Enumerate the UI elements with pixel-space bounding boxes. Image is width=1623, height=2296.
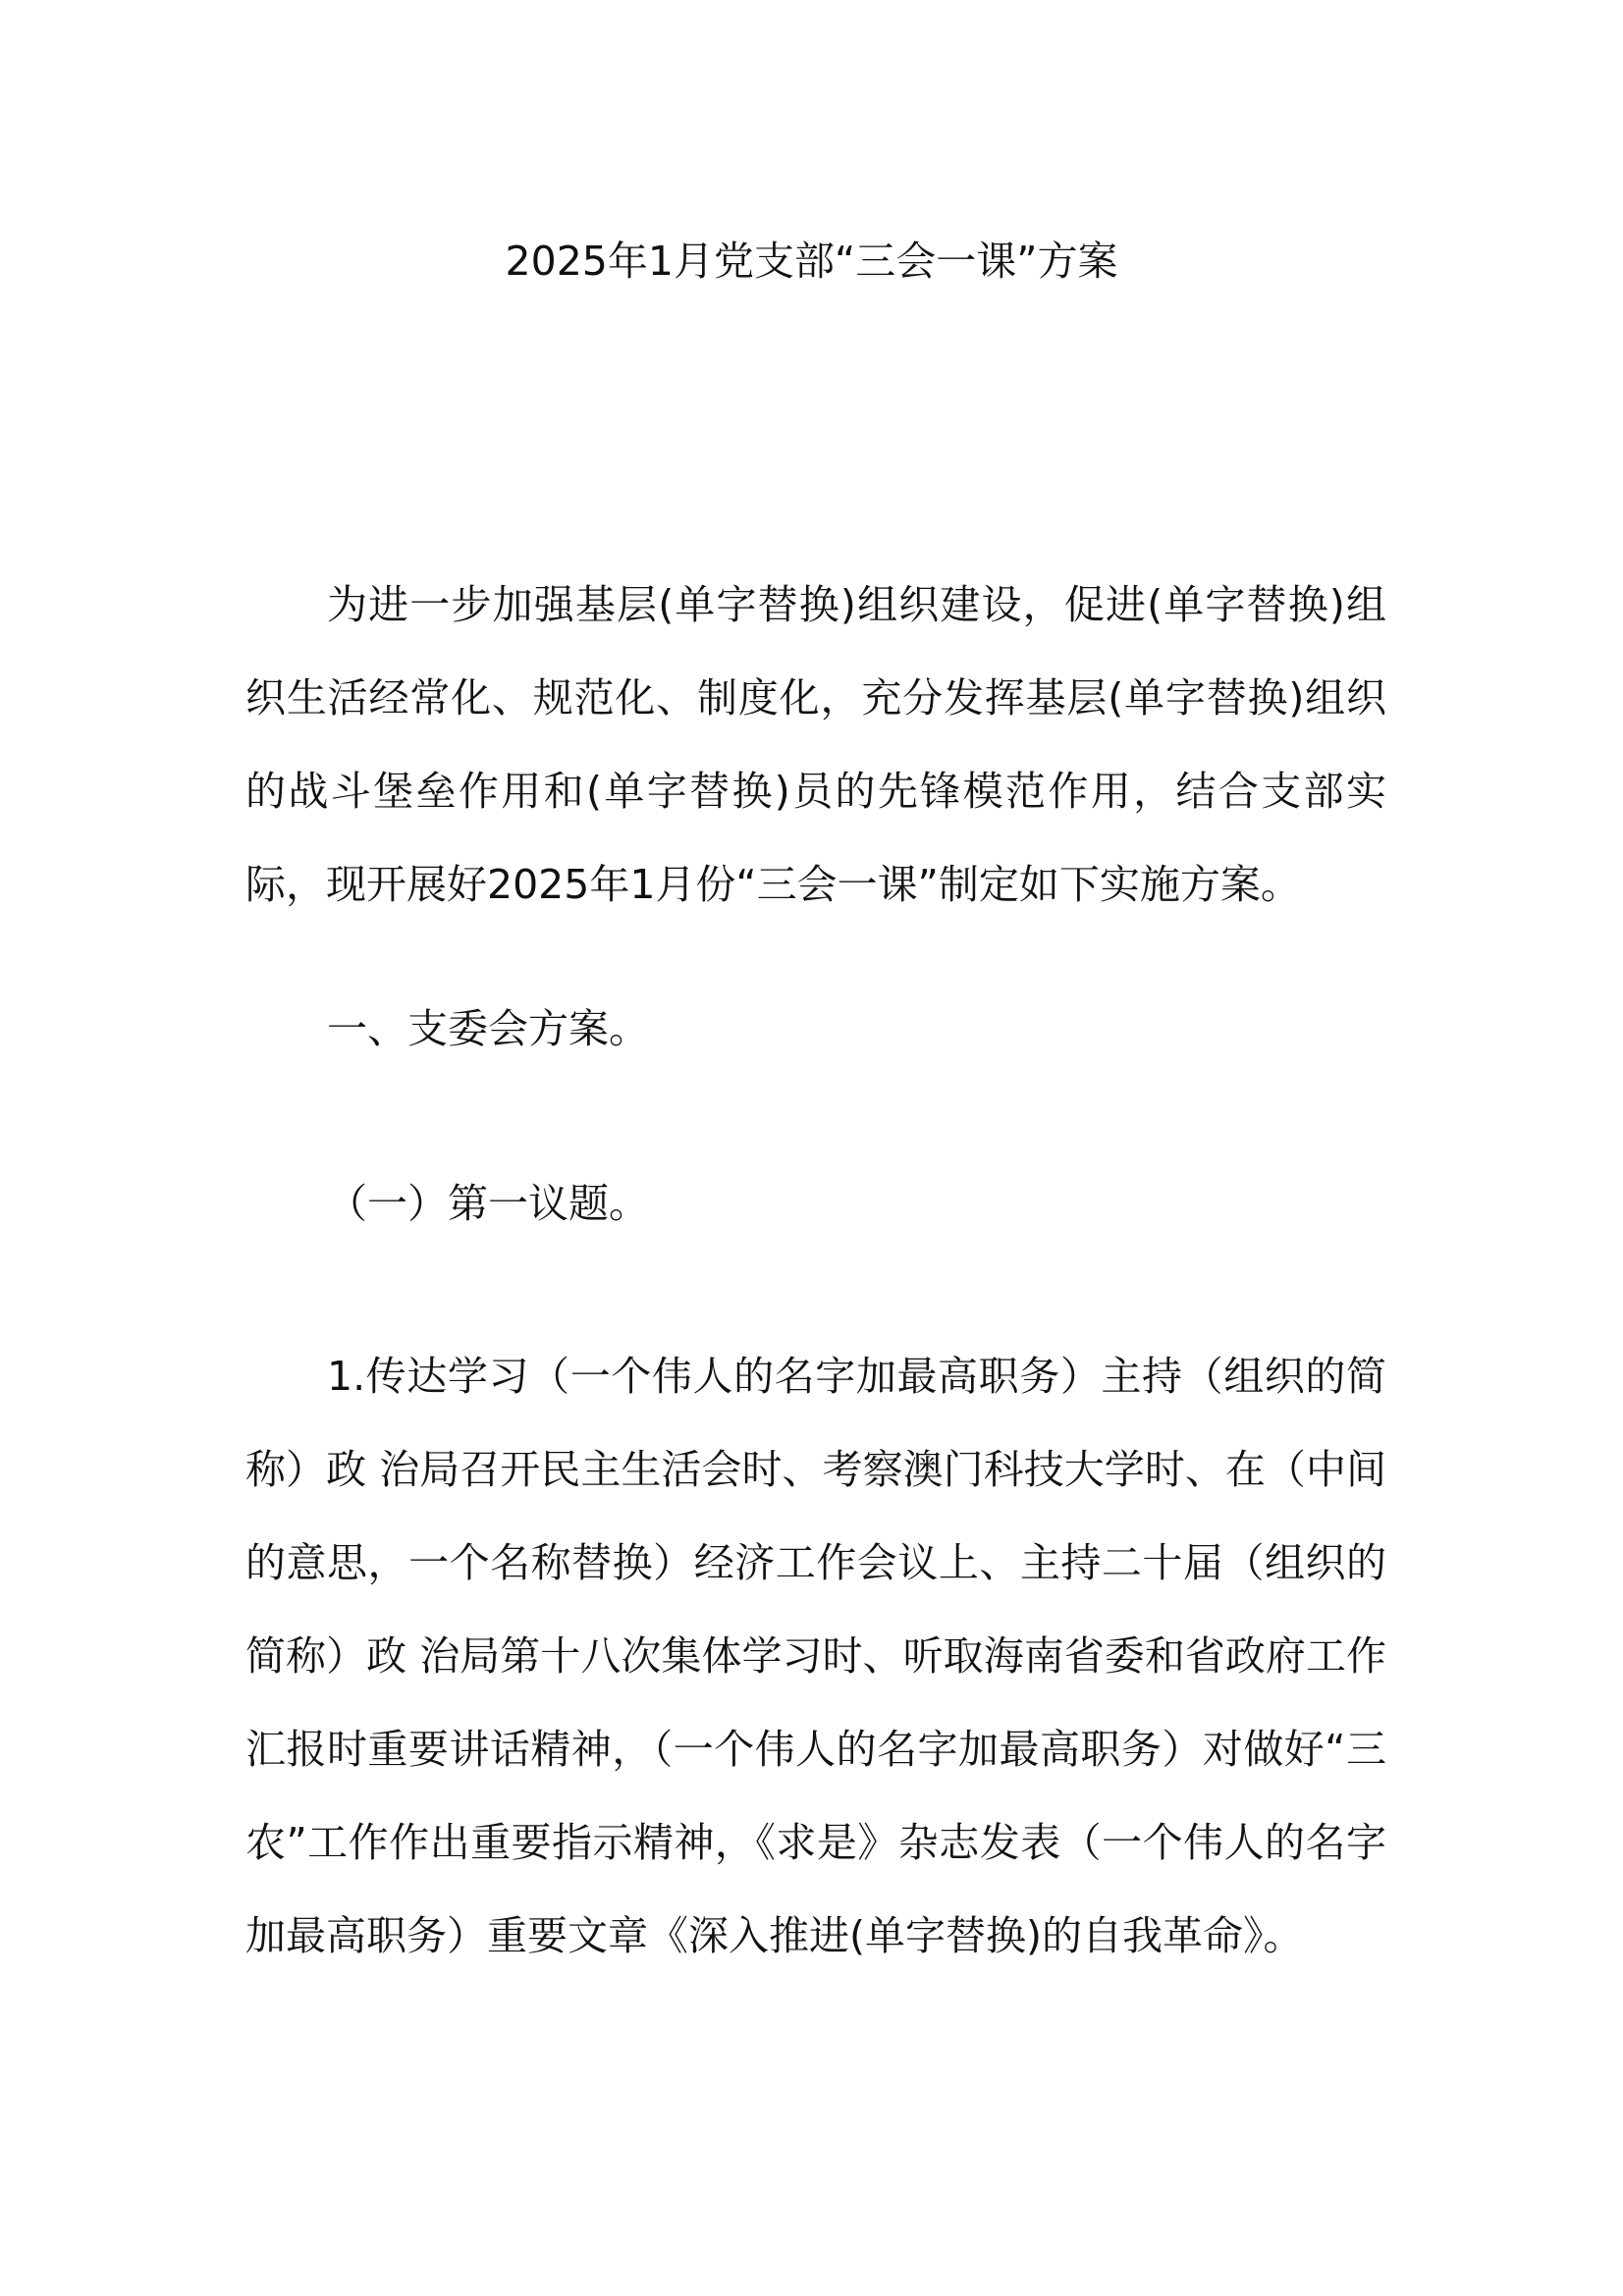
item-one-paragraph: 1.传达学习（一个伟人的名字加最高职务）主持（组织的简称）政 治局召开民主生活会时、考察澳门科技大学时、在（中间的意思，一个名称替换）经济工作会议上、主持二十届（组织的简称）政 治局第十八次集体学习时、听取海南省委和省政府工作汇报时重要讲话精神，（一个伟人的名字加最高职务）对做好“三农”工作作出重要指示精神，《求是》杂志发表（一个伟人的名字加最高职务）重要文章《深入推进(单字替换)的自我革命》。 — [245, 1353, 1386, 1959]
section-one-heading: 一、支委会方案。 — [327, 1005, 649, 1052]
document-title: 2025年1月党支部“三会一课”方案 — [505, 238, 1118, 285]
subsection-one-heading: （一）第一议题。 — [327, 1180, 649, 1227]
intro-paragraph: 为进一步加强基层(单字替换)组织建设，促进(单字替换)组织生活经常化、规范化、制度化，充分发挥基层(单字替换)组织的战斗堡垒作用和(单字替换)员的先锋模范作用，结合支部实际，现开展好2025年1月份“三会一课”制定如下实施方案。 — [245, 581, 1386, 908]
